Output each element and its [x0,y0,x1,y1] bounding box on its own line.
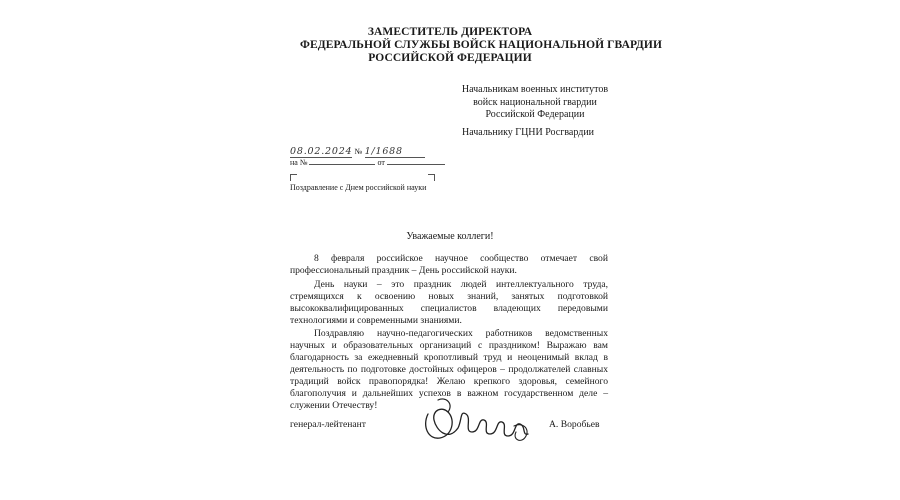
addressee-block [455,84,615,122]
registration-line [290,146,425,158]
registration-number-label: № [354,147,363,156]
addressee-line-3: Российской Федерации [485,109,585,120]
reference-date-blank [387,164,445,165]
reference-from-label: от [377,158,385,167]
subject-line: Поздравление с Днем российской науки [290,183,427,192]
addressee-line-1: Начальникам военных институтов [461,84,609,95]
letterhead-line-1: ЗАМЕСТИТЕЛЬ ДИРЕКТОРА [367,26,533,38]
paragraph-1: 8 февраля российское научное сообщество отмечает свой профессиональный праздник – День российской науки. [290,253,608,276]
letter-body [290,253,608,414]
letterhead-line-3: РОССИЙСКОЙ ФЕДЕРАЦИИ [368,52,532,64]
letterhead-line-2: ФЕДЕРАЛЬНОЙ СЛУЖБЫ ВОЙСК НАЦИОНАЛЬНОЙ ГВАРДИИ [300,39,662,51]
paragraph-2: День науки – это праздник людей интеллектуального труда, стремящихся к освоению новых знаний, занятых подготовкой высококвалифицированных специалистов владеющих передовыми технологиями и современными знаниями. [290,278,608,326]
signatory-rank: генерал-лейтенант [290,419,366,430]
reference-label: на № [290,158,308,167]
registration-date: 08.02.2024 [290,146,353,157]
salutation: Уважаемые коллеги! [406,231,494,242]
reference-line [290,158,445,167]
letterhead [300,26,662,65]
registration-number: 1/1688 [365,146,425,158]
reference-number-blank [309,164,375,165]
subject-bracket-left [290,174,297,181]
handwritten-signature [418,392,540,454]
paragraph-3: Поздравляю научно-педагогических работников ведомственных научных и образовательных организаций с праздником! Выражаю вам благодарность за ежедневный кропотливый труд и неоценимый вклад в деятельность по подготовке достойных офицеров – продолжателей славных традиций войск правопорядка! Желаю крепкого здоровья, семейного благополучия и дальнейших успехов в важном государственном деле – служении Отечеству! [290,328,608,411]
addressee-line-2: войск национальной гвардии [473,96,597,108]
addressee-second: Начальнику ГЦНИ Росгвардии [462,127,595,138]
signatory-name: А. Воробьев [549,419,600,430]
subject-bracket-right [428,174,435,181]
